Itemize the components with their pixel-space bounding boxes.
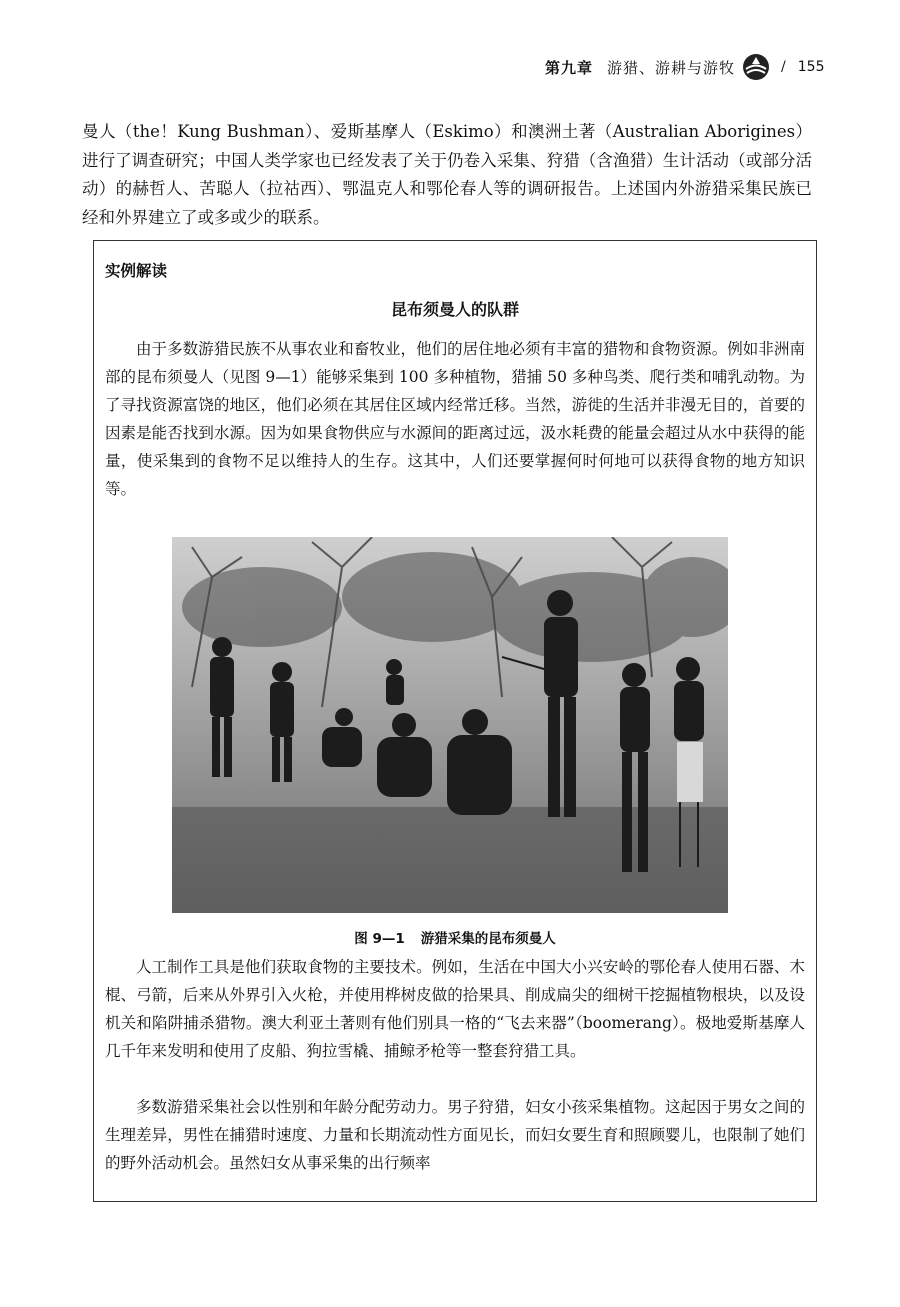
case-paragraph-3: 多数游猎采集社会以性别和年龄分配劳动力。男子狩猎，妇女小孩采集植物。这起因于男女之间的生理差异，男性在捕猎时速度、力量和长期流动性方面见长，而妇女要生育和照顾婴儿，也限制了她们的野外活动机会。虽然妇女从事采集的出行频率 [105, 1098, 805, 1172]
figure-caption [94, 927, 816, 947]
case-paragraph-1: 由于多数游猎民族不从事农业和畜牧业，他们的居住地必须有丰富的猎物和食物资源。例如非洲南部的昆布须曼人（见图 9—1）能够采集到 100 多种植物，猎捕 50 多种鸟类、爬行类和哺乳动物。为了寻找资源富饶的地区，他们必须在其居住区域内经常迁移。当然，游徙的生活并非漫无目的，首要的因素是能否找到水源。因为如果食物供应与水源间的距离过远，汲水耗费的能量会超过从水中获得的能量，使采集到的食物不足以维持人的生存。这其中，人们还要掌握何时何地可以获得食物的地方知识等。 [105, 340, 805, 498]
intro-text: 曼人（the！Kung Bushman）、爱斯基摩人（Eskimo）和澳洲土著（Australian Aborigines）进行了调查研究；中国人类学家也已经发表了关于仍卷入采集、狩猎（含渔猎）生计活动（或部分活动）的赫哲人、苦聪人（拉祜西）、鄂温克人和鄂伦春人等的调研报告。上述国内外游猎采集民族已经和外界建立了或多或少的联系。 [82, 122, 812, 227]
figure-caption-text: 游猎采集的昆布须曼人 [420, 931, 556, 947]
chapter-number: 第九章 [545, 58, 594, 77]
case-study-label: 实例解读 [105, 262, 168, 280]
bushmen-photo [172, 537, 728, 913]
case-study-box [93, 240, 817, 1202]
header-separator: / [781, 59, 786, 75]
case-study-title: 昆布须曼人的队群 [390, 300, 519, 319]
case-paragraph-2: 人工制作工具是他们获取食物的主要技术。例如，生活在中国大小兴安岭的鄂伦春人使用石器、木棍、弓箭，后来从外界引入火枪，并使用桦树皮做的拾果具、削成扁尖的细树干挖掘植物根块，以及设机关和陷阱捕杀猎物。澳大利亚土著则有他们别具一格的“飞去来器”（boomerang）。极地爱斯基摩人几千年来发明和使用了皮船、狗拉雪橇、捕鲸矛枪等一整套狩猎工具。 [105, 958, 805, 1060]
running-header [545, 50, 845, 84]
intro-paragraph [82, 118, 812, 232]
chapter-title: 游猎、游耕与游牧 [607, 58, 736, 77]
chapter-logo-icon [741, 52, 771, 82]
page-number: 155 [797, 59, 825, 75]
figure-number: 图 9—1 [354, 931, 405, 947]
